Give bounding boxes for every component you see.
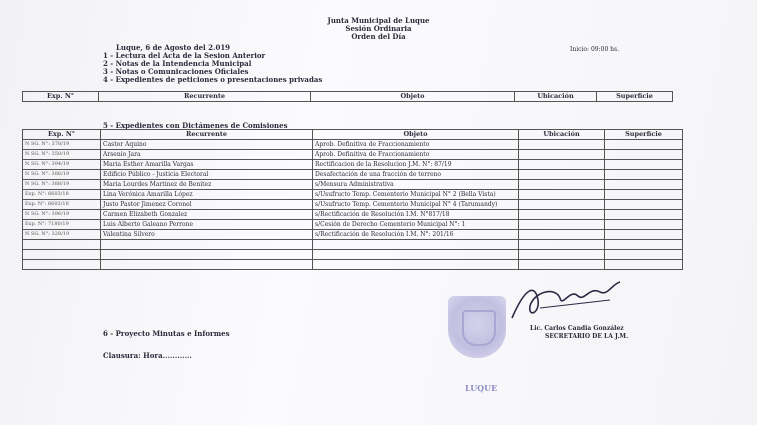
col-objeto: Objeto <box>311 92 515 102</box>
exp-cell: N SG. N°: 386/19 <box>23 170 101 180</box>
col-objeto: Objeto <box>313 130 519 140</box>
col-exp: Exp. N° <box>23 92 99 102</box>
exp-cell <box>23 240 101 250</box>
signer-name: Lic. Carlos Candia González <box>530 325 624 332</box>
superficie-cell <box>605 140 683 150</box>
clausura-line: Clausura: Hora............ <box>103 351 192 360</box>
recurrente-cell <box>101 240 313 250</box>
objeto-cell <box>313 260 519 270</box>
table-row <box>23 170 683 180</box>
table-dictamenes <box>22 129 683 270</box>
ubicacion-cell <box>519 180 605 190</box>
superficie-cell <box>605 160 683 170</box>
table-row <box>23 260 683 270</box>
ubicacion-cell <box>519 160 605 170</box>
table-row <box>23 200 683 210</box>
col-superficie: Superficie <box>605 130 683 140</box>
exp-cell: N SG. N°: 394/19 <box>23 160 101 170</box>
superficie-cell <box>605 170 683 180</box>
section-5-title: 5 - Expedientes con Dictámenes de Comisiones <box>103 121 288 130</box>
table-row <box>23 190 683 200</box>
recurrente-cell: Luis Alberto Galeano Perrone <box>101 220 313 230</box>
ubicacion-cell <box>519 170 605 180</box>
recurrente-cell: Lina Verónica Amarilla López <box>101 190 313 200</box>
municipal-seal-icon <box>448 296 506 358</box>
table-row <box>23 150 683 160</box>
superficie-cell <box>605 250 683 260</box>
exp-cell: N SG. N°: 396/19 <box>23 210 101 220</box>
exp-cell: Exp. N°: 7180/19 <box>23 220 101 230</box>
ubicacion-cell <box>519 260 605 270</box>
exp-cell: N SG. N°: 378/19 <box>23 140 101 150</box>
table-row <box>23 210 683 220</box>
table-row <box>23 250 683 260</box>
ubicacion-cell <box>519 240 605 250</box>
col-ubicacion: Ubicación <box>519 130 605 140</box>
recurrente-cell <box>101 260 313 270</box>
col-exp: Exp. N° <box>23 130 101 140</box>
exp-cell: Exp. N°: 6603/18 <box>23 190 101 200</box>
objeto-cell <box>313 240 519 250</box>
col-superficie: Superficie <box>597 92 673 102</box>
table-row <box>23 180 683 190</box>
exp-cell <box>23 260 101 270</box>
superficie-cell <box>605 240 683 250</box>
superficie-cell <box>605 200 683 210</box>
superficie-cell <box>605 220 683 230</box>
table-row <box>23 240 683 250</box>
recurrente-cell: Castor Aquino <box>101 140 313 150</box>
superficie-cell <box>605 210 683 220</box>
exp-cell <box>23 250 101 260</box>
superficie-cell <box>605 260 683 270</box>
header-session: Sesión Ordinaria <box>345 24 412 33</box>
objeto-cell: Aprob. Definitiva de Fraccionamiento <box>313 150 519 160</box>
start-time: Inicio: 09:00 hs. <box>570 46 620 53</box>
agenda-item-4: 4 - Expedientes de peticiones o presentaciones privadas <box>103 75 323 84</box>
recurrente-cell: Arsenio Jara <box>101 150 313 160</box>
recurrente-cell: Edificio Público - Justicia Electoral <box>101 170 313 180</box>
superficie-cell <box>605 150 683 160</box>
objeto-cell: Desafectación de una fracción de terreno <box>313 170 519 180</box>
objeto-cell: s/Mensura Administrativa <box>313 180 519 190</box>
col-recurrente: Recurrente <box>101 130 313 140</box>
ubicacion-cell <box>519 150 605 160</box>
ubicacion-cell <box>519 190 605 200</box>
header-agenda-title: Orden del Día <box>351 32 406 41</box>
table-row <box>23 220 683 230</box>
section-6-title: 6 - Proyecto Minutas e Informes <box>103 329 230 338</box>
recurrente-cell: Justo Pastor Jimenez Coronel <box>101 200 313 210</box>
header-org: Junta Municipal de Luque <box>327 16 430 25</box>
exp-cell: N SG. N°: 328/19 <box>23 230 101 240</box>
recurrente-cell <box>101 250 313 260</box>
ubicacion-cell <box>519 200 605 210</box>
ubicacion-cell <box>519 220 605 230</box>
objeto-cell: Rectificacion de la Resolucion J.M. N°: 87/19 <box>313 160 519 170</box>
ubicacion-cell <box>519 140 605 150</box>
col-ubicacion: Ubicación <box>515 92 597 102</box>
objeto-cell: s/Cesión de Derecho Cementerio Municipal N°: 1 <box>313 220 519 230</box>
table-row <box>23 140 683 150</box>
ubicacion-cell <box>519 210 605 220</box>
seal-caption: LUQUE <box>465 383 498 393</box>
table-header-row <box>23 92 673 102</box>
objeto-cell <box>313 250 519 260</box>
objeto-cell: s/Usufructo Temp. Cementerio Municipal N° 4 (Tarumandy) <box>313 200 519 210</box>
superficie-cell <box>605 180 683 190</box>
date-line: Luque, 6 de Agosto del 2.019 <box>116 43 231 52</box>
objeto-cell: s/Rectificación de Resolución I.M. N°817/18 <box>313 210 519 220</box>
table-row <box>23 160 683 170</box>
recurrente-cell: Valentina Silvero <box>101 230 313 240</box>
exp-cell: Exp. N°: 6603/18 <box>23 200 101 210</box>
ubicacion-cell <box>519 230 605 240</box>
ubicacion-cell <box>519 250 605 260</box>
recurrente-cell: Maria Esther Amarilla Vargas <box>101 160 313 170</box>
table-header-row <box>23 130 683 140</box>
signer-title: SECRETARIO DE LA J.M. <box>545 333 629 340</box>
exp-cell: N SG. N°: 388/19 <box>23 180 101 190</box>
recurrente-cell: Carmen Elizabeth Gonzalez <box>101 210 313 220</box>
signature-icon <box>500 278 630 328</box>
superficie-cell <box>605 230 683 240</box>
table-row <box>23 230 683 240</box>
agenda-item-3: 3 - Notas o Comunicaciones Oficiales <box>103 67 249 76</box>
objeto-cell: Aprob. Definitiva de Fraccionamiento <box>313 140 519 150</box>
agenda-item-2: 2 - Notas de la Intendencia Municipal <box>103 59 252 68</box>
objeto-cell: s/Usufructo Temp. Cementerio Municipal N° 2 (Bella Vista) <box>313 190 519 200</box>
superficie-cell <box>605 190 683 200</box>
recurrente-cell: Maria Lourdes Martinez de Benitez <box>101 180 313 190</box>
exp-cell: N SG. N°: 350/19 <box>23 150 101 160</box>
col-recurrente: Recurrente <box>99 92 311 102</box>
agenda-item-1: 1 - Lectura del Acta de la Sesion Anterior <box>103 51 266 60</box>
table-private-petitions <box>22 91 673 102</box>
objeto-cell: s/Rectificación de Resolución I.M. N°: 201/16 <box>313 230 519 240</box>
